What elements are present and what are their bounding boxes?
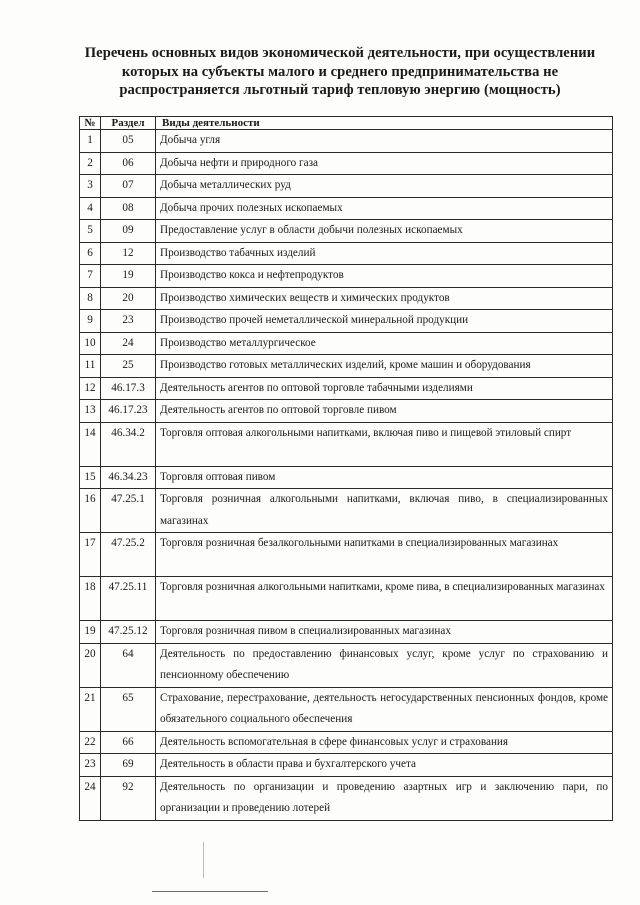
row-num: 12 (80, 377, 101, 400)
row-activity: Деятельность по организации и проведению азартных игр и заключению пари, по организации и проведению лотерей (156, 776, 613, 820)
row-activity: Торговля оптовая пивом (156, 466, 613, 489)
table-row (80, 152, 613, 175)
row-section: 20 (101, 287, 156, 310)
row-num: 2 (80, 152, 101, 175)
row-num: 1 (80, 130, 101, 153)
row-activity: Деятельность агентов по оптовой торговле пивом (156, 400, 613, 423)
row-section: 92 (101, 776, 156, 820)
row-num: 24 (80, 776, 101, 820)
row-num: 23 (80, 754, 101, 777)
row-activity: Деятельность в области права и бухгалтерского учета (156, 754, 613, 777)
row-num: 9 (80, 310, 101, 333)
row-activity: Торговля розничная безалкогольными напитками в специализированных магазинах (156, 533, 613, 577)
table-row (80, 643, 613, 687)
footer-rule (152, 891, 268, 892)
table-row (80, 130, 613, 153)
document-title (70, 44, 610, 100)
title-line-3: распространяется льготный тариф тепловую энергию (мощность) (119, 82, 561, 98)
row-num: 3 (80, 175, 101, 198)
row-num: 13 (80, 400, 101, 423)
row-section: 66 (101, 731, 156, 754)
table-row (80, 422, 613, 466)
table-row (80, 220, 613, 243)
row-section: 07 (101, 175, 156, 198)
row-section: 65 (101, 687, 156, 731)
row-num: 21 (80, 687, 101, 731)
row-num: 18 (80, 577, 101, 621)
table-row (80, 577, 613, 621)
row-section: 09 (101, 220, 156, 243)
row-section: 47.25.11 (101, 577, 156, 621)
table-row (80, 400, 613, 423)
table-row (80, 287, 613, 310)
row-num: 6 (80, 242, 101, 265)
row-activity: Предоставление услуг в области добычи полезных ископаемых (156, 220, 613, 243)
table-row (80, 466, 613, 489)
table-row (80, 377, 613, 400)
table-row (80, 776, 613, 820)
row-activity: Производство прочей неметаллической минеральной продукции (156, 310, 613, 333)
row-section: 05 (101, 130, 156, 153)
row-num: 20 (80, 643, 101, 687)
table-row (80, 533, 613, 577)
row-num: 10 (80, 332, 101, 355)
row-section: 64 (101, 643, 156, 687)
row-num: 22 (80, 731, 101, 754)
row-num: 4 (80, 197, 101, 220)
row-section: 23 (101, 310, 156, 333)
row-activity: Производство табачных изделий (156, 242, 613, 265)
table-row (80, 310, 613, 333)
row-activity: Добыча прочих полезных ископаемых (156, 197, 613, 220)
table-row (80, 754, 613, 777)
row-activity: Добыча нефти и природного газа (156, 152, 613, 175)
row-activity: Производство готовых металлических изделий, кроме машин и оборудования (156, 355, 613, 378)
row-num: 16 (80, 489, 101, 533)
row-section: 46.34.2 (101, 422, 156, 466)
row-activity: Торговля розничная алкогольными напитками, кроме пива, в специализированных магазинах (156, 577, 613, 621)
row-activity: Деятельность агентов по оптовой торговле табачными изделиями (156, 377, 613, 400)
table-body (80, 130, 613, 821)
table-row (80, 265, 613, 288)
table-row (80, 332, 613, 355)
row-num: 19 (80, 621, 101, 644)
row-section: 47.25.12 (101, 621, 156, 644)
table-row (80, 687, 613, 731)
row-section: 12 (101, 242, 156, 265)
activities-table (79, 116, 613, 821)
row-num: 14 (80, 422, 101, 466)
row-activity: Страхование, перестрахование, деятельность негосударственных пенсионных фондов, кроме обязательного социального обеспечения (156, 687, 613, 731)
row-section: 08 (101, 197, 156, 220)
table-row (80, 489, 613, 533)
scan-artifact (203, 842, 204, 878)
row-num: 15 (80, 466, 101, 489)
row-activity: Производство кокса и нефтепродуктов (156, 265, 613, 288)
row-section: 06 (101, 152, 156, 175)
title-line-1: Перечень основных видов экономической деятельности, при осуществлении (84, 45, 596, 61)
row-section: 47.25.1 (101, 489, 156, 533)
table-row (80, 355, 613, 378)
row-num: 17 (80, 533, 101, 577)
table-header-row (80, 117, 613, 130)
row-activity: Производство химических веществ и химических продуктов (156, 287, 613, 310)
table-row (80, 197, 613, 220)
row-section: 46.34.23 (101, 466, 156, 489)
row-activity: Торговля оптовая алкогольными напитками, включая пиво и пищевой этиловый спирт (156, 422, 613, 466)
title-line-2: которых на субъекты малого и среднего предпринимательства не (121, 63, 559, 80)
row-num: 5 (80, 220, 101, 243)
header-activity: Виды деятельности (156, 117, 613, 130)
row-section: 19 (101, 265, 156, 288)
row-section: 25 (101, 355, 156, 378)
row-num: 11 (80, 355, 101, 378)
row-activity: Деятельность вспомогательная в сфере финансовых услуг и страхования (156, 731, 613, 754)
header-section: Раздел (101, 117, 156, 130)
row-activity: Деятельность по предоставлению финансовых услуг, кроме услуг по страхованию и пенсионному обеспечению (156, 643, 613, 687)
table-row (80, 621, 613, 644)
row-section: 69 (101, 754, 156, 777)
table-row (80, 731, 613, 754)
row-activity: Добыча угля (156, 130, 613, 153)
row-activity: Торговля розничная пивом в специализированных магазинах (156, 621, 613, 644)
row-activity: Добыча металлических руд (156, 175, 613, 198)
row-num: 8 (80, 287, 101, 310)
row-section: 47.25.2 (101, 533, 156, 577)
row-activity: Производство металлургическое (156, 332, 613, 355)
table-row (80, 175, 613, 198)
row-num: 7 (80, 265, 101, 288)
row-activity: Торговля розничная алкогольными напитками, включая пиво, в специализированных магазинах (156, 489, 613, 533)
header-num: № (80, 117, 101, 130)
row-section: 46.17.3 (101, 377, 156, 400)
table-row (80, 242, 613, 265)
row-section: 46.17.23 (101, 400, 156, 423)
row-section: 24 (101, 332, 156, 355)
